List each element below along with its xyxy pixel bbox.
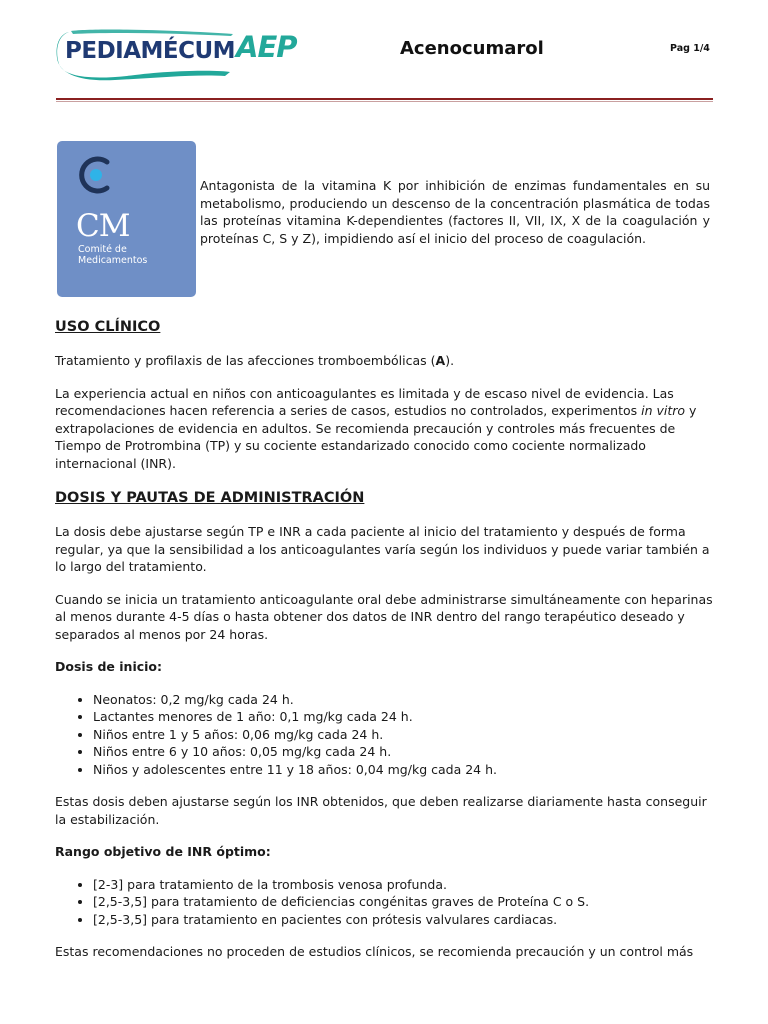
cm-logo-icon bbox=[74, 153, 118, 197]
dosis-paragraph-4: Estas recomendaciones no proceden de estudios clínicos, se recomienda precaución y un control más bbox=[55, 944, 694, 959]
dosis-paragraph-2: Cuando se inicia un tratamiento anticoagulante oral debe administrarse simultáneamente con heparinas al menos durante 4-5 días o hasta obtener dos datos de INR dentro del rango terapéutico deseado y separados al menos por 24 horas. bbox=[55, 591, 713, 642]
dosis-paragraph-1: La dosis debe ajustarse según TP e INR a cada paciente al inicio del tratamiento y después de forma regular, ya que la sensibilidad a los anticoagulantes varía según los individuos y puede variar también a lo largo del tratamiento. bbox=[55, 524, 710, 574]
document-title: Acenocumarol bbox=[400, 38, 544, 59]
rango-inr-label: Rango objetivo de INR óptimo: bbox=[55, 844, 271, 859]
dosis-paragraph-3: Estas dosis deben ajustarse según los INR obtenidos, que deben realizarse diariamente hasta conseguir la estabilización. bbox=[55, 794, 707, 827]
cm-subtitle-line1: Comité de bbox=[78, 244, 127, 255]
list-item: • [2-3] para tratamiento de la trombosis venosa profunda. bbox=[93, 876, 713, 894]
section-heading-dosis: DOSIS Y PAUTAS DE ADMINISTRACIÓN bbox=[55, 490, 365, 506]
main-content bbox=[55, 316, 713, 976]
page-header bbox=[0, 0, 768, 110]
cm-subtitle bbox=[78, 244, 188, 266]
list-item: • [2,5-3,5] para tratamiento en pacientes con prótesis valvulares cardiacas. bbox=[93, 911, 713, 929]
page-number: Pag 1/4 bbox=[670, 43, 710, 54]
logo-aep-wordmark: AEP bbox=[236, 30, 297, 64]
uso-clinico-paragraph-2: La experiencia actual en niños con anticoagulantes es limitada y de escaso nivel de evidencia. Las recomendaciones hacen referencia a series de casos, estudios no controlados, experimentos in vitro y extrapolaciones de evidencia en adultos. Se recomienda precaución y controles más frecuentes de Tiempo de Protrombina (TP) y su cociente estandarizado conocido como cociente normalizado internacional (INR). bbox=[55, 385, 697, 471]
dosis-inicio-list bbox=[55, 691, 713, 779]
cm-letters: CM bbox=[76, 208, 130, 244]
list-item: • Niños y adolescentes entre 11 y 18 años: 0,04 mg/kg cada 24 h. bbox=[93, 761, 713, 779]
list-item: • Niños entre 6 y 10 años: 0,05 mg/kg cada 24 h. bbox=[93, 743, 713, 761]
pediamecum-logo bbox=[55, 26, 305, 82]
in-vitro-italic: in vitro bbox=[641, 403, 686, 418]
cm-subtitle-line2: Medicamentos bbox=[78, 255, 148, 266]
uso-clinico-paragraph-1: Tratamiento y profilaxis de las afecciones tromboembólicas (A). bbox=[55, 353, 455, 368]
comite-medicamentos-badge bbox=[57, 141, 196, 297]
list-item: • Lactantes menores de 1 año: 0,1 mg/kg cada 24 h. bbox=[93, 708, 713, 726]
rango-inr-list bbox=[55, 876, 713, 929]
dosis-inicio-label: Dosis de inicio: bbox=[55, 659, 163, 674]
evidence-grade: A bbox=[435, 353, 446, 368]
list-item: • Neonatos: 0,2 mg/kg cada 24 h. bbox=[93, 691, 713, 709]
intro-paragraph: Antagonista de la vitamina K por inhibición de enzimas fundamentales en su metabolismo, produciendo un descenso de la concentración plasmática de todas las proteínas vitamina K-dependientes (factores II, VII, IX, X de la coagulación y proteínas C, S y Z), impidiendo así el inicio del proceso de coagulación. bbox=[200, 178, 710, 246]
header-divider bbox=[56, 98, 713, 100]
logo-wordmark: PEDIAMÉCUM bbox=[65, 38, 236, 64]
section-heading-uso-clinico: USO CLÍNICO bbox=[55, 319, 161, 335]
list-item: • Niños entre 1 y 5 años: 0,06 mg/kg cada 24 h. bbox=[93, 726, 713, 744]
list-item: • [2,5-3,5] para tratamiento de deficiencias congénitas graves de Proteína C o S. bbox=[93, 893, 713, 911]
header-divider-thin bbox=[56, 101, 713, 102]
